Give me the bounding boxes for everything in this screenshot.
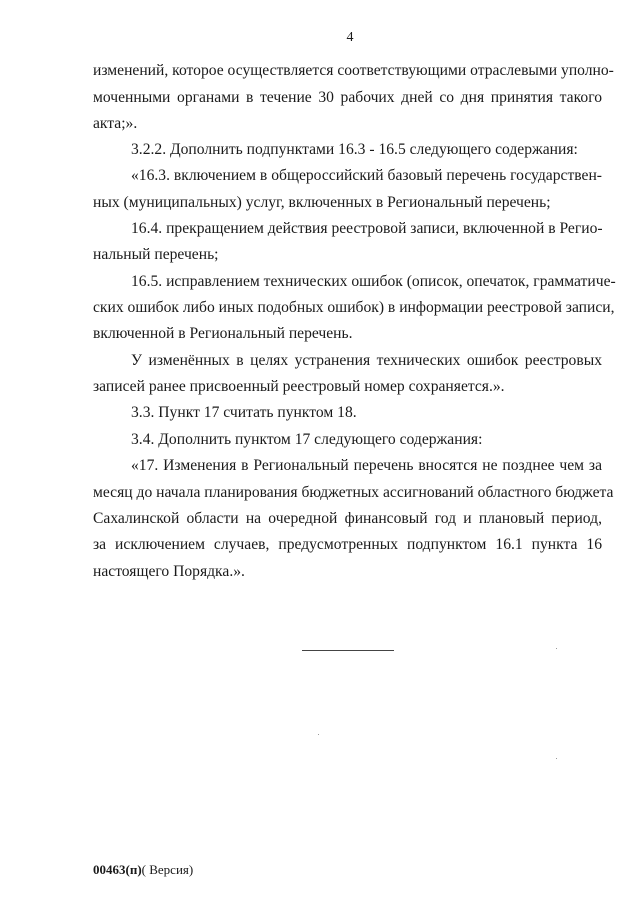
scan-speck [556, 648, 557, 649]
text-line-5: «16.3. включением в общероссийский базовый перечень государствен- [131, 167, 602, 184]
text-line-18: Сахалинской области на очередной финансовый год и плановый период, [93, 510, 602, 527]
document-code: 00463(п) [93, 862, 142, 877]
text-line-12: У изменённых в целях устранения технических ошибок реестровых [131, 352, 602, 369]
text-line-11: включенной в Региональный перечень. [93, 325, 353, 342]
text-line-4: 3.2.2. Дополнить подпунктами 16.3 - 16.5 следующего содержания: [131, 141, 578, 158]
text-line-13: записей ранее присвоенный реестровый номер сохраняется.». [93, 378, 505, 395]
text-line-7: 16.4. прекращением действия реестровой записи, включенной в Регио- [131, 220, 603, 237]
text-line-6: ных (муниципальных) услуг, включенных в Региональный перечень; [93, 194, 551, 211]
text-line-3: акта;». [93, 115, 138, 132]
page-number: 4 [346, 30, 354, 45]
text-line-9: 16.5. исправлением технических ошибок (описок, опечаток, грамматиче- [131, 273, 616, 290]
text-line-20: настоящего Порядка.». [93, 563, 245, 580]
text-line-1: изменений, которое осуществляется соответствующими отраслевыми уполно- [93, 62, 614, 79]
text-line-15: 3.4. Дополнить пунктом 17 следующего содержания: [131, 431, 483, 448]
scan-speck [556, 758, 557, 759]
text-line-8: нальный перечень; [93, 246, 219, 263]
text-line-16: «17. Изменения в Региональный перечень вносятся не позднее чем за [131, 457, 602, 474]
document-version: ( Версия) [141, 862, 194, 877]
text-line-14: 3.3. Пункт 17 считать пунктом 18. [131, 404, 357, 421]
text-line-2: моченными органами в течение 30 рабочих дней со дня принятия такого [93, 89, 602, 106]
text-line-10: ских ошибок либо иных подобных ошибок) в информации реестровой записи, [93, 299, 615, 316]
text-line-19: за исключением случаев, предусмотренных подпунктом 16.1 пункта 16 [93, 536, 602, 553]
document-footer [93, 862, 193, 878]
end-separator-line [302, 650, 394, 651]
text-line-17: месяц до начала планирования бюджетных ассигнований областного бюджета [93, 484, 614, 501]
scan-speck [318, 734, 319, 735]
